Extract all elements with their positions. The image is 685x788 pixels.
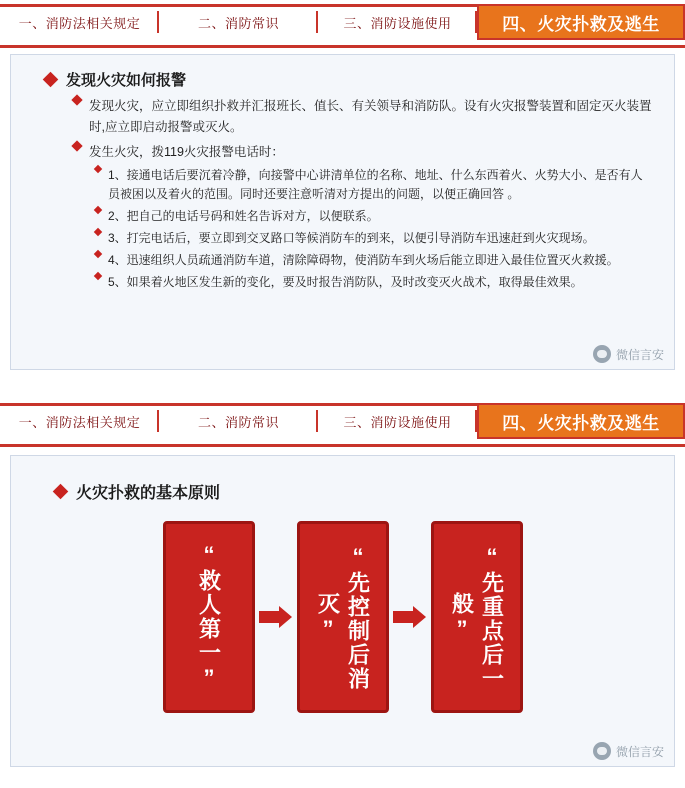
list-item-text: 4、迅速组织人员疏通消防车道，清除障碍物，使消防车到火场后能立即进入最佳位置灭火救援。 bbox=[108, 253, 619, 267]
tab-label: 四、火灾扑救及逃生 bbox=[502, 413, 660, 433]
slide-1-heading-row bbox=[45, 69, 674, 90]
list-item-text: 1、接通电话后要沉着冷静，向接警中心讲清单位的名称、地址、什么东西着火、火势大小、是否有人员被困以及着火的范围。同时还要注意听清对方提出的问题，以便正确回答 。 bbox=[108, 168, 643, 201]
watermark bbox=[593, 742, 664, 760]
watermark-label: 微信言安 bbox=[615, 347, 664, 362]
tab-firefighting-escape[interactable] bbox=[477, 4, 685, 40]
tab-equipment-use[interactable] bbox=[318, 403, 477, 439]
arrow-right-icon bbox=[389, 606, 431, 628]
list-item bbox=[95, 273, 674, 292]
slide-1-nav-tabs bbox=[0, 4, 685, 48]
nav-bottom-rule bbox=[0, 45, 685, 48]
tab-fire-law[interactable] bbox=[0, 4, 159, 40]
list-item bbox=[95, 251, 674, 270]
diamond-bullet-icon bbox=[94, 165, 102, 173]
wechat-icon bbox=[593, 742, 611, 760]
slide-1 bbox=[0, 0, 685, 390]
diamond-bullet-icon bbox=[53, 484, 69, 500]
slide-separator bbox=[0, 390, 685, 399]
nav-bottom-rule bbox=[0, 444, 685, 447]
list-item bbox=[95, 166, 674, 204]
list-item bbox=[95, 207, 674, 226]
flow-node-label: “先重点后一般” bbox=[449, 543, 505, 691]
slide-2-body bbox=[10, 455, 675, 767]
slide-1-body bbox=[10, 54, 675, 370]
list-item-text: 发现火灾，应立即组织扑救并汇报班长、值长、有关领导和消防队。设有火灾报警装置和固定灭火装置时,应立即启动报警或灭火。 bbox=[89, 99, 652, 134]
slide-2-heading-row bbox=[55, 480, 674, 503]
wechat-icon bbox=[593, 345, 611, 363]
flow-node-rescue-first bbox=[163, 521, 255, 713]
diamond-bullet-icon bbox=[94, 250, 102, 258]
list-item bbox=[95, 229, 674, 248]
tab-label: 四、火灾扑救及逃生 bbox=[502, 14, 660, 34]
watermark bbox=[593, 345, 664, 363]
tab-equipment-use[interactable] bbox=[318, 4, 477, 40]
arrow-shaft bbox=[393, 611, 413, 623]
list-item-text: 发生火灾，拨119火灾报警电话时： bbox=[89, 145, 284, 159]
slide-2 bbox=[0, 399, 685, 788]
tab-firefighting-escape[interactable] bbox=[477, 403, 685, 439]
watermark-label: 微信言安 bbox=[615, 744, 664, 759]
flow-node-label: “救人第一” bbox=[196, 542, 222, 692]
tab-fire-law[interactable] bbox=[0, 403, 159, 439]
slide-1-heading: 发现火灾如何报警 bbox=[66, 72, 187, 89]
list-item bbox=[73, 96, 674, 138]
list-item-text: 5、如果着火地区发生新的变化，要及时报告消防队，及时改变灭火战术，取得最佳效果。 bbox=[108, 275, 583, 289]
flow-node-label: “先控制后消灭” bbox=[315, 543, 371, 691]
tab-label: 三、消防设施使用 bbox=[343, 15, 452, 31]
arrow-head bbox=[413, 606, 426, 628]
principles-flow bbox=[11, 521, 674, 713]
arrow-shaft bbox=[259, 611, 279, 623]
tab-label: 二、消防常识 bbox=[197, 15, 279, 31]
flow-node-control-then-extinguish bbox=[297, 521, 389, 713]
tab-label: 二、消防常识 bbox=[197, 414, 279, 430]
arrow-right-icon bbox=[255, 606, 297, 628]
tab-label: 一、消防法相关规定 bbox=[18, 15, 141, 31]
flow-node-key-then-general bbox=[431, 521, 523, 713]
list-item-text: 3、打完电话后，要立即到交叉路口等候消防车的到来，以便引导消防车迅速赶到火灾现场。 bbox=[108, 231, 595, 245]
list-item bbox=[73, 142, 674, 163]
diamond-bullet-icon bbox=[94, 272, 102, 280]
diamond-bullet-icon bbox=[71, 94, 82, 105]
slide-2-heading: 火灾扑救的基本原则 bbox=[76, 485, 221, 502]
diamond-bullet-icon bbox=[71, 140, 82, 151]
tab-label: 一、消防法相关规定 bbox=[18, 414, 141, 430]
list-item-text: 2、把自己的电话号码和姓名告诉对方，以便联系。 bbox=[108, 209, 379, 223]
tab-fire-basics[interactable] bbox=[159, 403, 318, 439]
diamond-bullet-icon bbox=[43, 72, 59, 88]
diamond-bullet-icon bbox=[94, 206, 102, 214]
tab-fire-basics[interactable] bbox=[159, 4, 318, 40]
tab-label: 三、消防设施使用 bbox=[343, 414, 452, 430]
arrow-head bbox=[279, 606, 292, 628]
diamond-bullet-icon bbox=[94, 228, 102, 236]
slide-2-nav-tabs bbox=[0, 403, 685, 447]
